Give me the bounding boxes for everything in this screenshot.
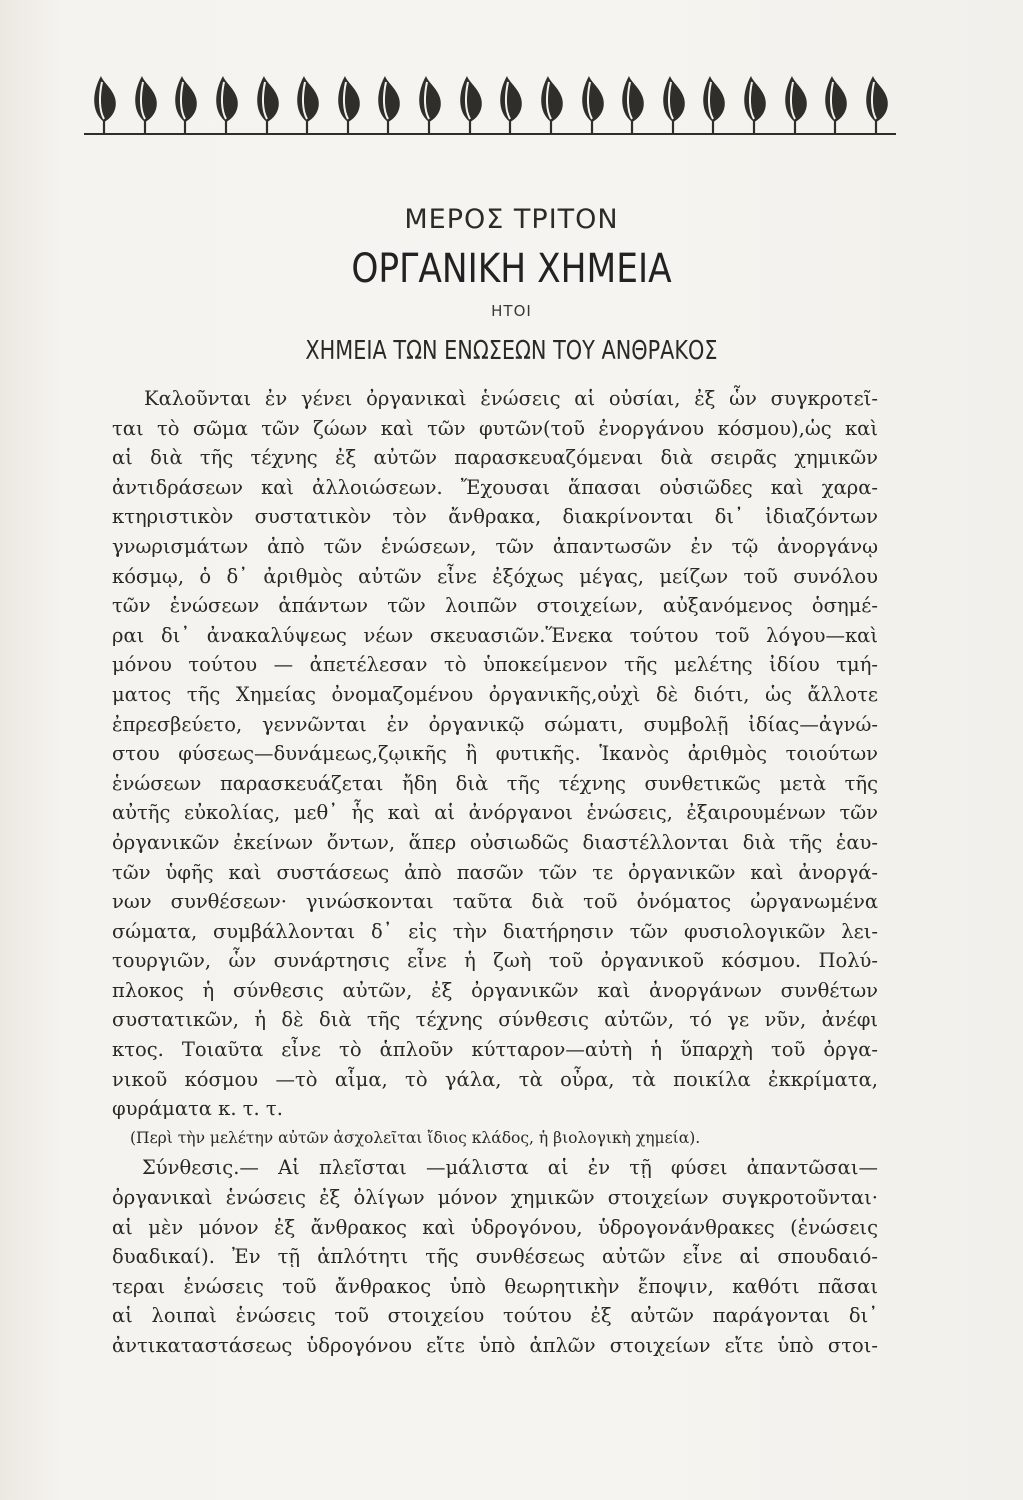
text-line: τεραι ἑνώσεις τοῦ ἄνθρακος ὑπὸ θεωρητικὴν ἔποψιν, καθότι πᾶσαι	[112, 1274, 878, 1298]
chapter-title: ΟΡΓΑΝΙΚΗ ΧΗΜΕΙΑ	[351, 246, 672, 292]
text-line: αὐτῆς εὐκολίας, μεθ᾿ ἧς καὶ αἱ ἀνόργανοι ἑνώσεις, ἐξαιρουμένων τῶν	[112, 801, 878, 825]
text-line: ἐπρεσβεύετο, γεννῶνται ἐν ὀργανικῷ σώματι, συμβολῇ ἰδίας—ἀγνώ-	[112, 712, 878, 736]
text-line: νων συνθέσεων· γινώσκονται ταῦτα διὰ τοῦ ὀνόματος ὠργανωμένα	[112, 890, 878, 914]
text-line: σώματα, συμβάλλονται δ᾿ εἰς τὴν διατήρησιν τῶν φυσιολογικῶν λει-	[112, 919, 878, 943]
text-line: τουργιῶν, ὧν συνάρτησις εἶνε ἡ ζωὴ τοῦ ὀργανικοῦ κόσμου. Πολύ-	[112, 949, 878, 973]
leaf-ornament-band	[88, 66, 892, 134]
laurel-leaf-icon	[210, 72, 242, 134]
text-line: Σύνθεσις.— Αἱ πλεῖσται —μάλιστα αἱ ἐν τῇ φύσει ἀπαντῶσαι—	[142, 1156, 878, 1180]
text-line: ἀντικαταστάσεως ὑδρογόνου εἴτε ὑπὸ ἁπλῶν στοιχείων εἴτε ὑπὸ στοι-	[112, 1334, 878, 1357]
text-line: αἱ μὲν μόνον ἐξ ἄνθρακος καὶ ὑδρογόνου, ὑδρογονάνθρακες (ἑνώσεις	[112, 1215, 878, 1239]
text-line: πλοκος ἡ σύνθεσις αὐτῶν, ἐξ ὀργανικῶν καὶ ἀνοργάνων συνθέτων	[112, 978, 878, 1002]
laurel-leaf-icon	[291, 72, 323, 134]
laurel-leaf-icon	[454, 72, 486, 134]
text-line: συστατικῶν, ἡ δὲ διὰ τῆς τέχνης σύνθεσις αὐτῶν, τό γε νῦν, ἀνέφι	[112, 1008, 878, 1032]
laurel-leaf-icon	[738, 72, 770, 134]
laurel-leaf-icon	[535, 72, 567, 134]
text-line: τῶν ἑνώσεων ἁπάντων τῶν λοιπῶν στοιχείων, αὐξανόμενος ὁσημέ-	[112, 594, 878, 618]
text-line: ται τὸ σῶμα τῶν ζώων καὶ τῶν φυτῶν(τοῦ ἐνοργάνου κόσμου),ὡς καὶ	[112, 416, 878, 440]
text-line: ἑνώσεων παρασκευάζεται ἤδη διὰ τῆς τέχνης συνθετικῶς μετὰ τῆς	[112, 771, 878, 795]
laurel-leaf-icon	[169, 72, 201, 134]
body-text	[112, 384, 878, 1361]
text-line: φυράματα κ. τ. τ.	[112, 1097, 283, 1121]
text-line: ματος τῆς Χημείας ὀνομαζομένου ὀργανικῆς,οὐχὶ δὲ διότι, ὡς ἄλλοτε	[112, 682, 878, 706]
text-line: ὀργανικαὶ ἑνώσεις ἐξ ὀλίγων μόνον χημικῶν στοιχείων συγκροτοῦνται·	[112, 1186, 878, 1210]
laurel-leaf-icon	[251, 72, 283, 134]
text-line: νικοῦ κόσμου —τὸ αἷμα, τὸ γάλα, τὰ οὖρα, τὰ ποικίλα ἐκκρίματα,	[112, 1067, 878, 1091]
laurel-leaf-icon	[657, 72, 689, 134]
laurel-leaf-icon	[413, 72, 445, 134]
laurel-leaf-icon	[494, 72, 526, 134]
text-line: ραι δι᾿ ἀνακαλύψεως νέων σκευασιῶν.Ἕνεκα τούτου τοῦ λόγου—καὶ	[112, 623, 878, 647]
text-line: ὀργανικῶν ἐκείνων ὄντων, ἅπερ οὐσιωδῶς διαστέλλονται διὰ τῆς ἑαυ-	[112, 830, 878, 854]
laurel-leaf-icon	[332, 72, 364, 134]
text-line: κτηριστικὸν συστατικὸν τὸν ἄνθρακα, διακρίνονται δι᾿ ἰδιαζόντων	[112, 505, 878, 529]
part-title: ΜΕΡΟΣ ΤΡΙΤΟΝ	[404, 204, 619, 235]
laurel-leaf-icon	[129, 72, 161, 134]
text-line: γνωρισμάτων ἀπὸ τῶν ἑνώσεων, τῶν ἀπαντωσῶν ἐν τῷ ἀνοργάνῳ	[112, 534, 878, 558]
text-line: ἀντιδράσεων καὶ ἀλλοιώσεων. Ἔχουσαι ἅπασαι οὐσιῶδες καὶ χαρα-	[112, 475, 878, 499]
text-line: δυαδικαί). Ἐν τῇ ἁπλότητι τῆς συνθέσεως αὐτῶν εἶνε αἱ σπουδαιό-	[112, 1245, 878, 1269]
laurel-leaf-icon	[372, 72, 404, 134]
ornament-rule	[84, 133, 896, 135]
laurel-leaf-icon	[88, 72, 120, 134]
text-line: κόσμῳ, ὁ δ᾿ ἀριθμὸς αὐτῶν εἶνε ἐξόχως μέγας, μείζων τοῦ συνόλου	[112, 564, 878, 588]
text-line: Καλοῦνται ἐν γένει ὀργανικαὶ ἑνώσεις αἱ οὐσίαι, ἐξ ὧν συγκροτεῖ-	[144, 387, 878, 410]
footnote-line: (Περὶ τὴν μελέτην αὐτῶν ἀσχολεῖται ἴδιος κλάδος, ἡ βιολογικὴ χημεία).	[130, 1128, 701, 1147]
text-line: αἱ λοιπαὶ ἑνώσεις τοῦ στοιχείου τούτου ἐξ αὐτῶν παράγονται δι᾿	[112, 1304, 878, 1328]
connector-word: ΗΤΟΙ	[491, 302, 532, 320]
laurel-leaf-icon	[576, 72, 608, 134]
text-line: αἱ διὰ τῆς τέχνης ἐξ αὐτῶν παρασκευαζόμεναι διὰ σειρᾶς χημικῶν	[112, 446, 878, 470]
laurel-leaf-icon	[860, 72, 892, 134]
laurel-leaf-icon	[779, 72, 811, 134]
text-line: κτος. Τοιαῦτα εἶνε τὸ ἁπλοῦν κύτταρον—αὐτὴ ἡ ὕπαρχὴ τοῦ ὀργα-	[112, 1038, 878, 1062]
text-line: μόνου τούτου — ἀπετέλεσαν τὸ ὑποκείμενον τῆς μελέτης ἰδίου τμή-	[112, 653, 878, 677]
laurel-leaf-icon	[616, 72, 648, 134]
text-line: τῶν ὑφῆς καὶ συστάσεως ἀπὸ πασῶν τῶν τε ὀργανικῶν καὶ ἀνοργά-	[112, 860, 878, 884]
chapter-subtitle: ΧΗΜΕΙΑ ΤΩΝ ΕΝΩΣΕΩΝ ΤΟΥ ΑΝΘΡΑΚΟΣ	[305, 336, 718, 366]
text-line: στου φύσεως—δυνάμεως,ζῳικῆς ἢ φυτικῆς. Ἱκανὸς ἀριθμὸς τοιούτων	[112, 742, 878, 766]
laurel-leaf-icon	[819, 72, 851, 134]
laurel-leaf-icon	[697, 72, 729, 134]
